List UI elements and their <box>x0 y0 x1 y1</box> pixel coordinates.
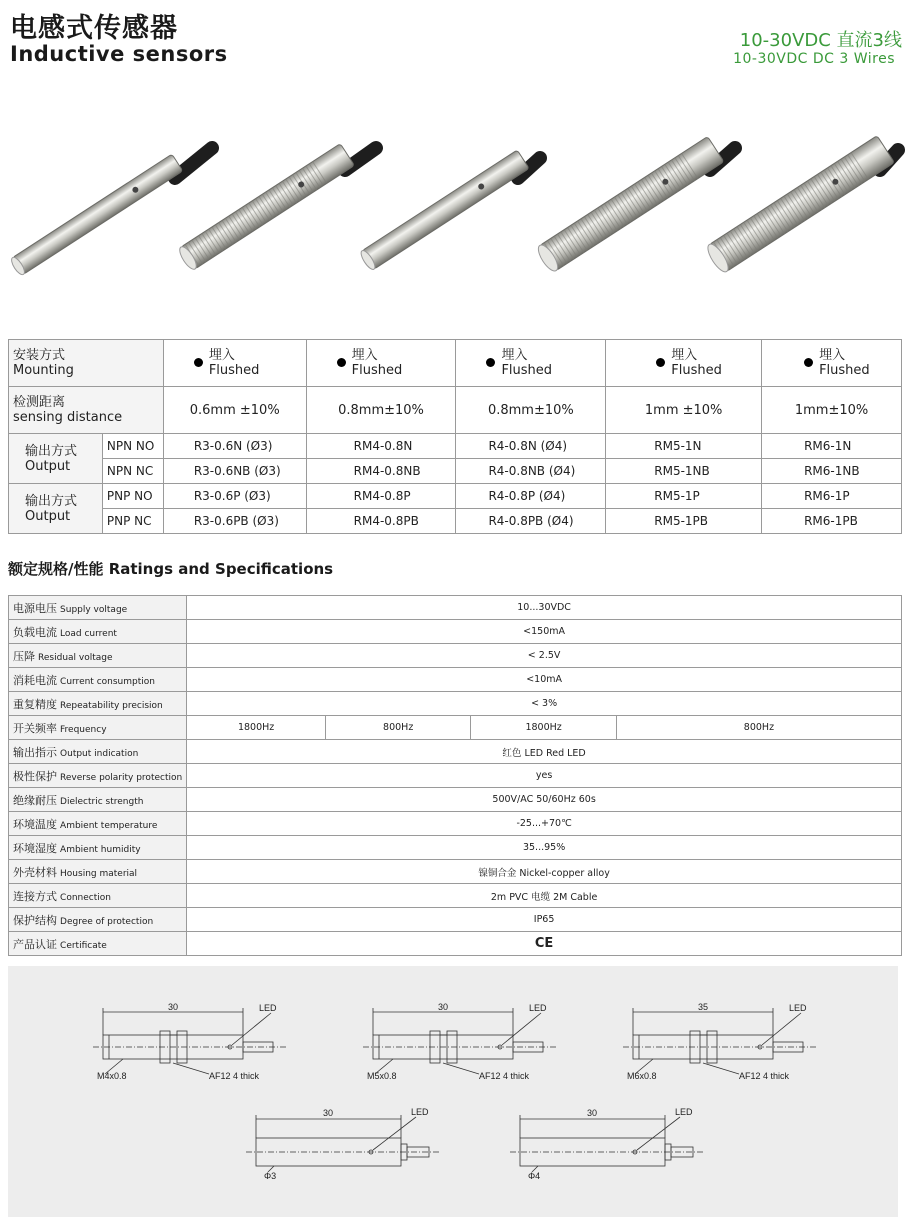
thread-label: M4x0.8 <box>97 1071 127 1081</box>
spec-row <box>9 716 902 740</box>
spec-label: 环境湿度 Ambient humidity <box>9 836 187 860</box>
distance-value: 0.8mm±10% <box>456 387 606 434</box>
mounting-cell: 埋入 Flushed <box>456 340 606 387</box>
spec-row <box>9 596 902 620</box>
spec-value: 2m PVC 电缆 2M Cable <box>187 884 902 908</box>
output-type: PNP NO <box>102 484 163 509</box>
model-cell: RM6-1PB <box>762 509 902 534</box>
spec-label: 环境温度 Ambient temperature <box>9 812 187 836</box>
spec-row <box>9 692 902 716</box>
spec-value: -25...+70℃ <box>187 812 902 836</box>
distance-row <box>9 387 902 434</box>
spec-value: IP65 <box>187 908 902 932</box>
model-cell: R3-0.6P (Ø3) <box>163 484 306 509</box>
spec-row <box>9 620 902 644</box>
distance-value: 1mm±10% <box>762 387 902 434</box>
bullet-icon <box>337 358 346 367</box>
model-cell: R3-0.6N (Ø3) <box>163 434 306 459</box>
model-cell: RM4-0.8P <box>306 484 456 509</box>
spec-value: <150mA <box>187 620 902 644</box>
output-row <box>9 459 902 484</box>
sensor-photo-r4 <box>359 150 540 271</box>
spec-label: 负载电流 Load current <box>9 620 187 644</box>
nut-label: AF12 4 thick <box>479 1071 530 1081</box>
spec-row <box>9 740 902 764</box>
bullet-icon <box>194 358 203 367</box>
spec-row <box>9 764 902 788</box>
spec-row <box>9 668 902 692</box>
spec-value: yes <box>187 764 902 788</box>
led-label: LED <box>789 1003 807 1013</box>
bullet-icon <box>656 358 665 367</box>
spec-value: <10mA <box>187 668 902 692</box>
page-title-en: Inductive sensors <box>10 42 228 66</box>
specs-table <box>8 595 902 956</box>
diameter-label: Φ4 <box>528 1171 541 1181</box>
spec-label: 消耗电流 Current consumption <box>9 668 187 692</box>
led-label: LED <box>259 1003 277 1013</box>
led-leader <box>502 1013 541 1045</box>
mounting-cell: 埋入 Flushed <box>606 340 762 387</box>
spec-value: 1800Hz <box>187 716 326 740</box>
dimension-length: 35 <box>697 1002 709 1012</box>
output-type: NPN NC <box>102 459 163 484</box>
output-row <box>9 484 902 509</box>
sensor-photo-rm4 <box>177 144 376 272</box>
dimension-length: 30 <box>167 1002 179 1012</box>
spec-value: < 2.5V <box>187 644 902 668</box>
voltage-spec: 10-30VDC 直流3线 <box>739 30 902 51</box>
spec-value: 红色 LED Red LED <box>187 740 902 764</box>
model-cell: RM4-0.8NB <box>306 459 456 484</box>
voltage-spec-sub: 10-30VDC DC 3 Wires <box>733 51 895 67</box>
spec-value: 500V/AC 50/60Hz 60s <box>187 788 902 812</box>
model-cell: R4-0.8PB (Ø4) <box>456 509 606 534</box>
thread-label: M5x0.8 <box>367 1071 397 1081</box>
spec-value: 800Hz <box>326 716 471 740</box>
distance-value: 0.8mm±10% <box>306 387 456 434</box>
output-type: NPN NO <box>102 434 163 459</box>
output-label: 输出方式 Output <box>9 434 103 484</box>
led-leader <box>232 1013 271 1045</box>
sensor-photo-rm5 <box>535 136 735 273</box>
drawing-smooth-d4 <box>510 1107 705 1181</box>
led-leader <box>762 1013 801 1045</box>
dimension-length: 30 <box>437 1002 449 1012</box>
model-cell: RM6-1NB <box>762 459 902 484</box>
led-label: LED <box>529 1003 547 1013</box>
spec-row <box>9 932 902 956</box>
spec-label: 产品认证 Certificate <box>9 932 187 956</box>
distance-label: 检测距离 sensing distance <box>9 387 164 434</box>
mounting-cell: 埋入 Flushed <box>762 340 902 387</box>
output-row <box>9 509 902 534</box>
dimension-length: 30 <box>322 1108 334 1118</box>
product-photos <box>0 120 910 300</box>
spec-label: 外壳材料 Housing material <box>9 860 187 884</box>
spec-row <box>9 644 902 668</box>
spec-row <box>9 908 902 932</box>
spec-label: 极性保护 Reverse polarity protection <box>9 764 187 788</box>
ce-mark: CE <box>187 932 902 956</box>
spec-value: < 3% <box>187 692 902 716</box>
spec-row <box>9 884 902 908</box>
page-title-cn: 电感式传感器 <box>10 13 178 44</box>
spec-row <box>9 860 902 884</box>
ratings-title: 额定规格/性能 Ratings and Specifications <box>8 560 334 578</box>
spec-value: 800Hz <box>616 716 901 740</box>
drawing-threaded-m6 <box>623 1002 818 1081</box>
nut-leader <box>173 1063 209 1074</box>
model-table <box>8 339 902 534</box>
spec-label: 压降 Residual voltage <box>9 644 187 668</box>
model-cell: RM6-1P <box>762 484 902 509</box>
model-cell: RM5-1NB <box>606 459 762 484</box>
model-cell: RM5-1N <box>606 434 762 459</box>
model-cell: RM4-0.8PB <box>306 509 456 534</box>
drawing-smooth-d3 <box>246 1107 441 1181</box>
spec-label: 输出指示 Output indication <box>9 740 187 764</box>
output-type: PNP NC <box>102 509 163 534</box>
spec-row <box>9 812 902 836</box>
led-leader <box>637 1117 680 1150</box>
model-cell: RM6-1N <box>762 434 902 459</box>
nut-leader <box>703 1063 739 1074</box>
spec-label: 开关频率 Frequency <box>9 716 187 740</box>
spec-value: 镍铜合金 Nickel-copper alloy <box>187 860 902 884</box>
diameter-label: Φ3 <box>264 1171 277 1181</box>
output-row <box>9 434 902 459</box>
nut-leader <box>443 1063 479 1074</box>
spec-value: 35...95% <box>187 836 902 860</box>
mounting-cell: 埋入 Flushed <box>163 340 306 387</box>
spec-row <box>9 788 902 812</box>
mounting-row <box>9 340 902 387</box>
led-label: LED <box>675 1107 693 1117</box>
drawing-threaded-m5 <box>363 1002 558 1081</box>
dimension-drawings <box>8 966 898 1217</box>
spec-label: 绝缘耐压 Dielectric strength <box>9 788 187 812</box>
model-cell: R4-0.8N (Ø4) <box>456 434 606 459</box>
mounting-cell: 埋入 Flushed <box>306 340 456 387</box>
spec-value: 10...30VDC <box>187 596 902 620</box>
spec-label: 保护结构 Degree of protection <box>9 908 187 932</box>
model-cell: R4-0.8P (Ø4) <box>456 484 606 509</box>
nut-label: AF12 4 thick <box>739 1071 790 1081</box>
distance-value: 0.6mm ±10% <box>163 387 306 434</box>
model-cell: RM4-0.8N <box>306 434 456 459</box>
spec-row <box>9 836 902 860</box>
nut-label: AF12 4 thick <box>209 1071 260 1081</box>
model-cell: R4-0.8NB (Ø4) <box>456 459 606 484</box>
spec-label: 连接方式 Connection <box>9 884 187 908</box>
model-cell: R3-0.6PB (Ø3) <box>163 509 306 534</box>
spec-label: 重复精度 Repeatability precision <box>9 692 187 716</box>
thread-label: M6x0.8 <box>627 1071 657 1081</box>
led-label: LED <box>411 1107 429 1117</box>
led-leader <box>373 1117 416 1150</box>
dimension-length: 30 <box>586 1108 598 1118</box>
model-cell: R3-0.6NB (Ø3) <box>163 459 306 484</box>
model-cell: RM5-1P <box>606 484 762 509</box>
bullet-icon <box>486 358 495 367</box>
drawing-threaded-m4 <box>93 1002 288 1081</box>
distance-value: 1mm ±10% <box>606 387 762 434</box>
output-label: 输出方式 Output <box>9 484 103 534</box>
bullet-icon <box>804 358 813 367</box>
spec-value: 1800Hz <box>471 716 617 740</box>
spec-label: 电源电压 Supply voltage <box>9 596 187 620</box>
model-cell: RM5-1PB <box>606 509 762 534</box>
mounting-label: 安装方式 Mounting <box>9 340 164 387</box>
